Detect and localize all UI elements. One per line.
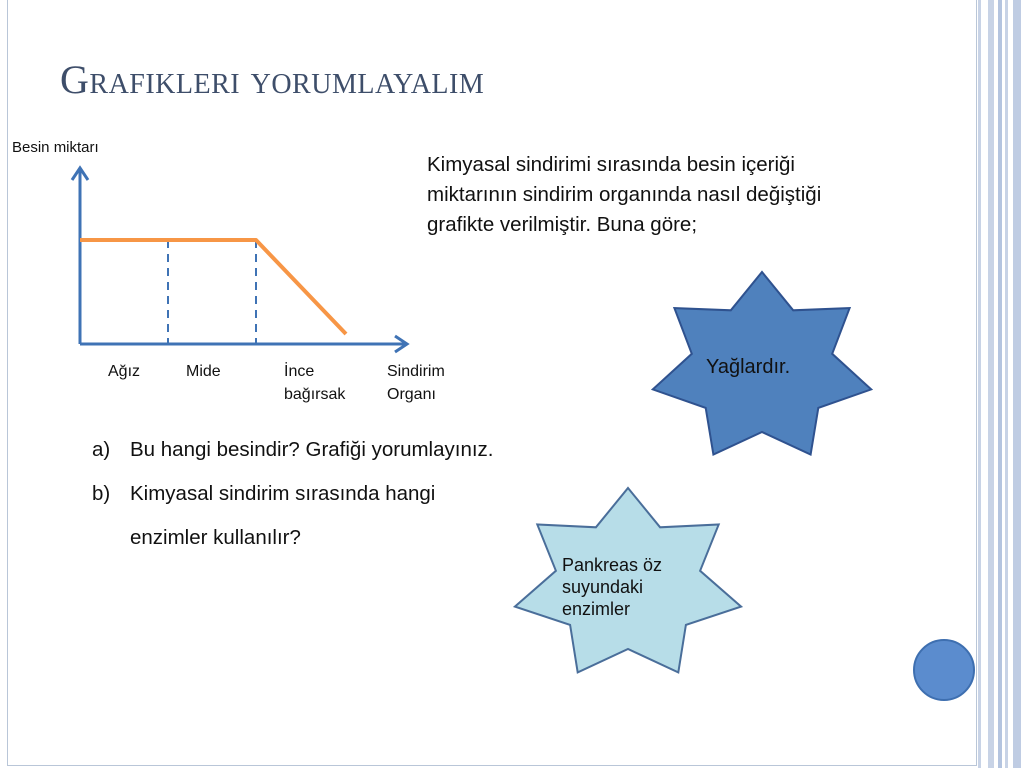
- decorative-stripes: [978, 0, 1024, 768]
- x-axis-label: Sindirim: [387, 363, 445, 380]
- data-series-line: [80, 240, 346, 334]
- x-tick-label: Ağız: [108, 363, 141, 380]
- answer-b-text: Pankreas öz suyundaki enzimler: [562, 555, 663, 619]
- y-axis-label: Besin miktarı: [12, 139, 99, 156]
- question-b: [92, 472, 530, 549]
- x-tick-label: bağırsak: [284, 386, 346, 403]
- x-axis-label: Organı: [387, 386, 436, 403]
- x-tick-label: Mide: [186, 363, 221, 380]
- question-list: [92, 438, 530, 549]
- decorative-circle: [913, 639, 975, 701]
- answer-a-text: Yağlardır.: [706, 356, 791, 378]
- page-title: Grafikleri yorumlayalim: [60, 57, 485, 102]
- line-chart: [12, 130, 445, 410]
- intro-text: Kimyasal sindirimi sırasında besin içeriği miktarının sindirim organında nasıl değiştiği grafikte verilmiştir. Buna göre;: [427, 153, 822, 236]
- question-letter: b): [92, 482, 111, 505]
- question-text: Bu hangi besindir? Grafiği yorumlayınız.: [130, 438, 494, 461]
- question-text: Kimyasal sindirim sırasında hangi enzimler kullanılır?: [130, 482, 436, 549]
- x-tick-label: İnce: [284, 363, 315, 380]
- question-letter: a): [92, 438, 111, 461]
